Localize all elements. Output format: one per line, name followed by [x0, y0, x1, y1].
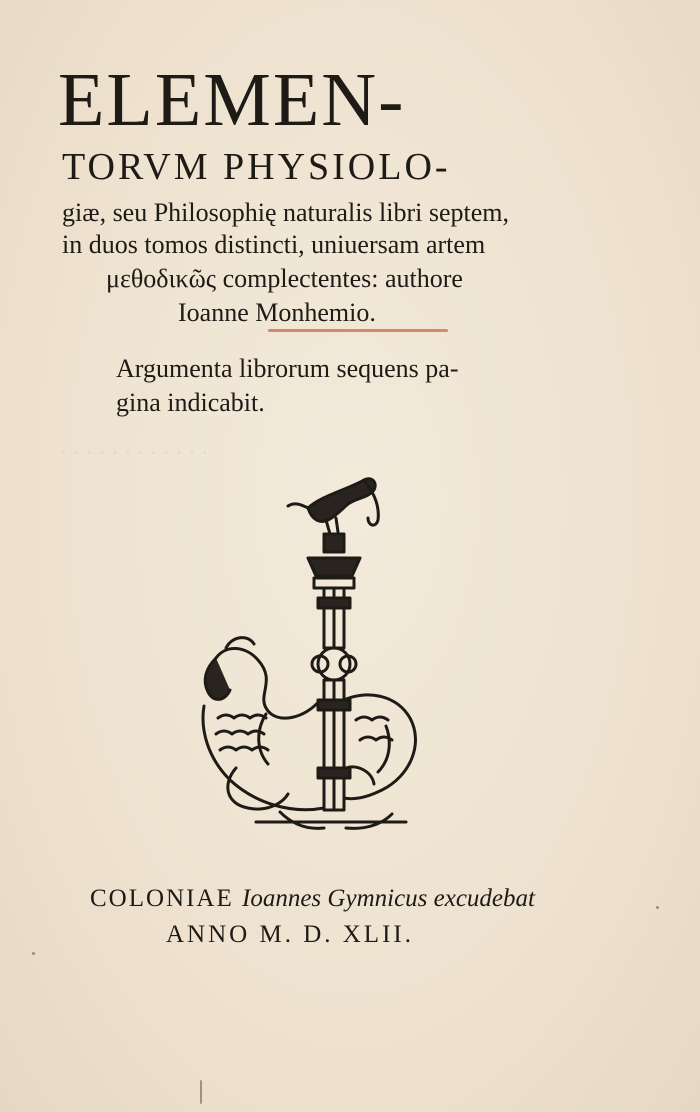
imprint-place: COLONIAE: [90, 885, 243, 912]
subtitle-line-3: [106, 266, 463, 292]
author-line: Ioanne Monhemio.: [178, 298, 376, 327]
subtitle-line-3-rest: complectentes: authore: [216, 264, 463, 293]
title-line-1: ELEMEN-: [58, 58, 406, 142]
printers-device-icon: [196, 468, 432, 838]
imprint-printer: Ioannes Gymnicus excudebat: [242, 885, 535, 912]
show-through-text: · · · · · · · · · · · ·: [60, 440, 209, 465]
paper-speck: [200, 1080, 202, 1104]
paper-speck: [656, 906, 659, 909]
argument-line-2: gina indicabit.: [116, 388, 265, 417]
paper-speck: [32, 952, 35, 955]
subtitle-line-1: giæ, seu Philosophię naturalis libri septem,: [62, 198, 510, 227]
argument-line-1: Argumenta librorum sequens pa-: [116, 354, 459, 383]
greek-word: μεθοδικῶς: [106, 264, 217, 293]
title-line-2: TORVM PHYSIOLO-: [62, 146, 451, 188]
imprint-line-1: [90, 886, 535, 911]
imprint-line-2: ANNO M. D. XLII.: [166, 921, 414, 948]
handwritten-underline: [268, 329, 448, 332]
subtitle-line-2: in duos tomos distincti, uniuersam artem: [62, 230, 486, 259]
